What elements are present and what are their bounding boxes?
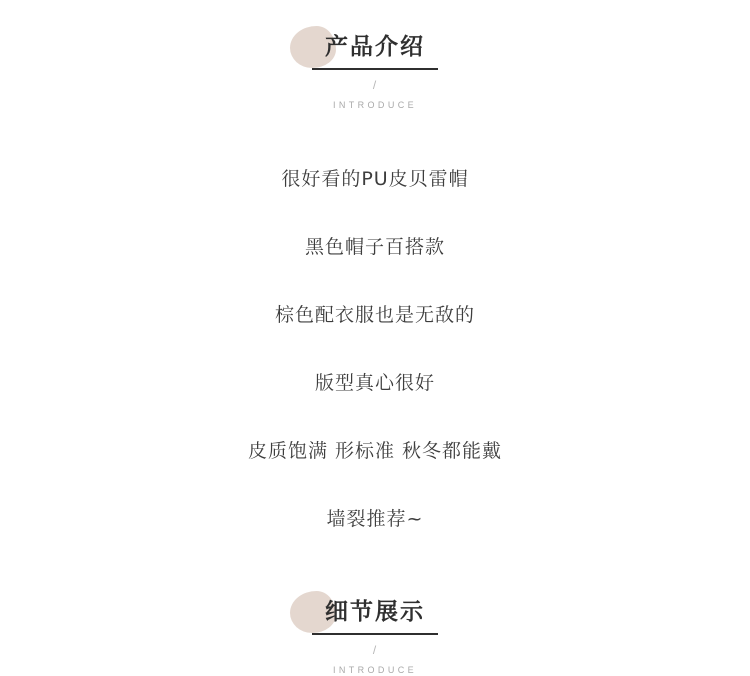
section-slash-divider: / [372, 78, 378, 92]
section-header-detail-display [0, 595, 750, 676]
title-underline [312, 68, 438, 70]
description-line: 黑色帽子百搭款 [304, 236, 445, 258]
description-line: 版型真心很好 [314, 372, 435, 394]
section-title: 细节展示 [325, 599, 425, 625]
description-line: 棕色配衣服也是无敌的 [274, 304, 475, 326]
section-header-product-intro [0, 0, 750, 111]
section-title: 产品介绍 [325, 34, 425, 60]
description-line: 墙裂推荐~ [326, 508, 424, 530]
section-slash-divider: / [372, 643, 378, 657]
section-subtitle: INTRODUCE [332, 100, 418, 110]
section-title-wrap [306, 595, 444, 635]
section-title-wrap [306, 30, 444, 70]
section-subtitle: INTRODUCE [332, 665, 418, 675]
description-line: 很好看的PU皮贝雷帽 [281, 168, 469, 190]
description-line: 皮质饱满 形标准 秋冬都能戴 [247, 440, 503, 462]
title-underline [312, 633, 438, 635]
description-copy-block [0, 166, 750, 532]
